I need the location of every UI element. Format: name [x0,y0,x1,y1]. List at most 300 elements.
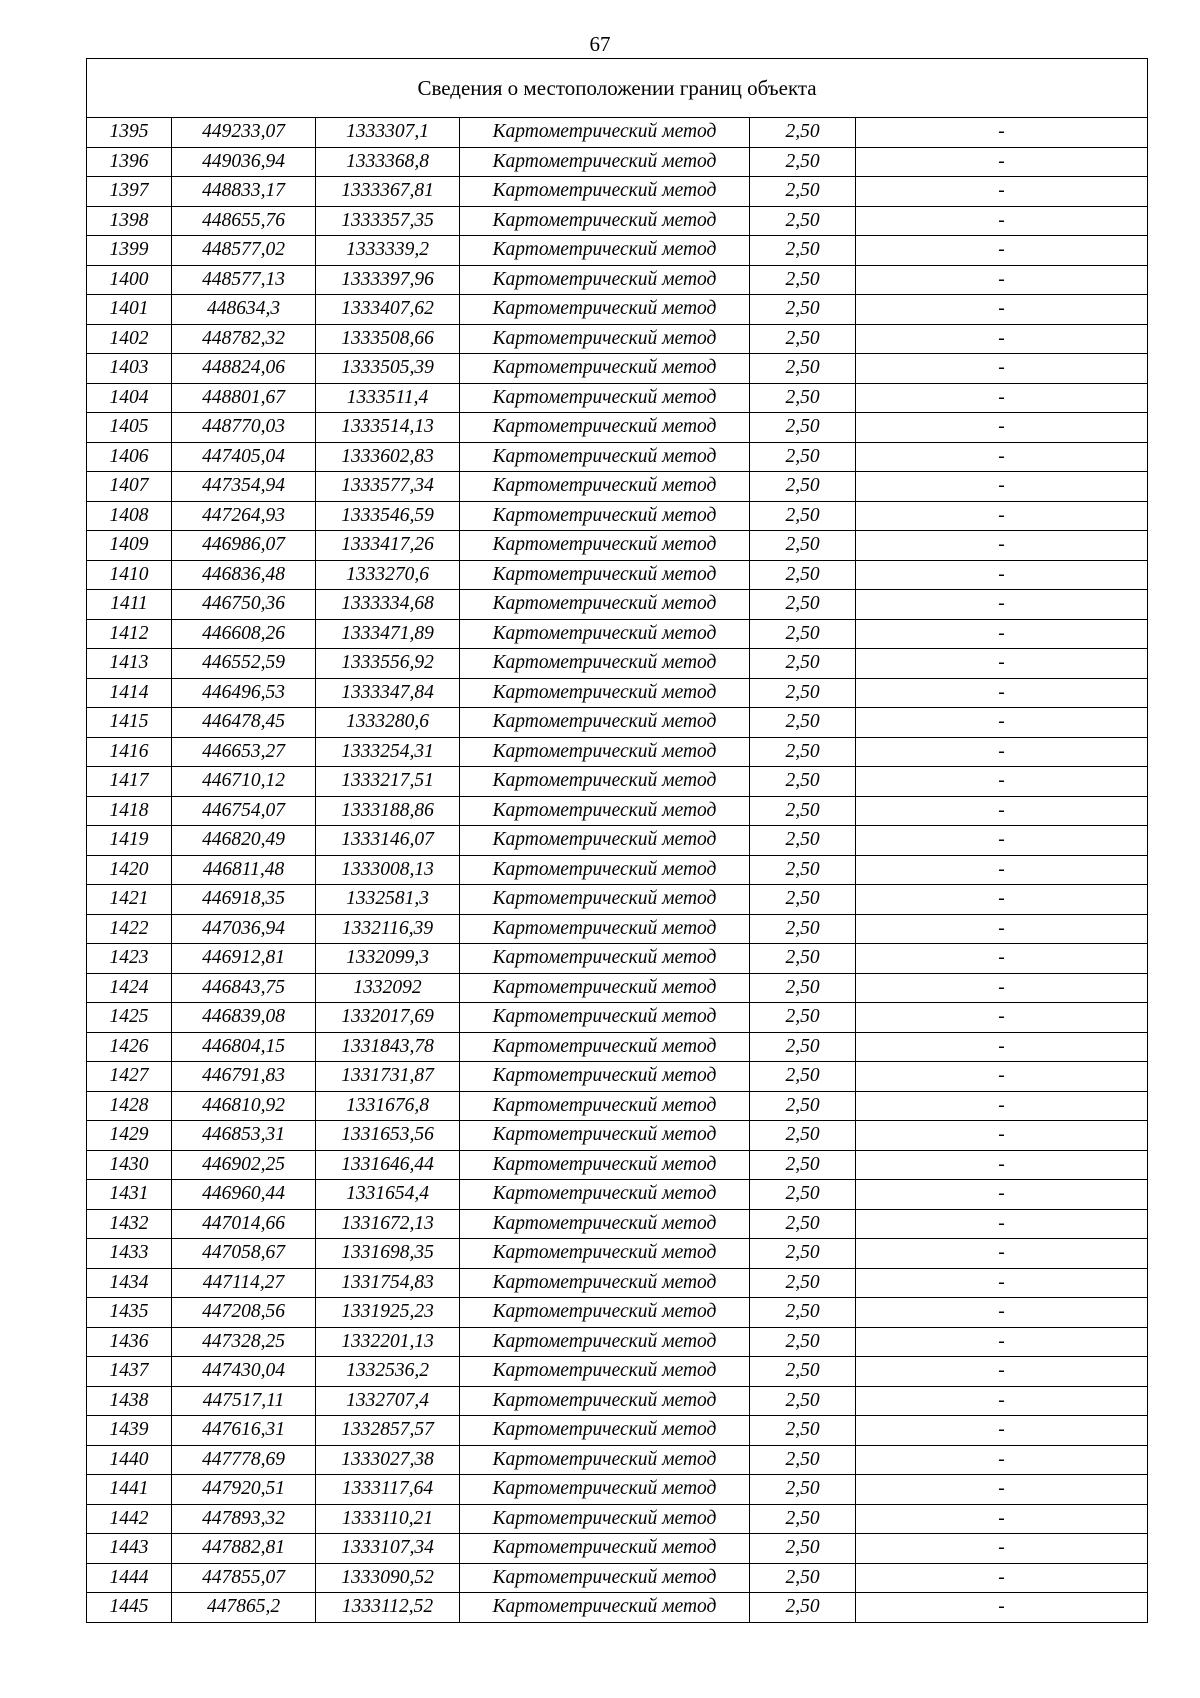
accuracy-cell: 2,50 [750,767,856,797]
x-coordinate-cell: 447208,56 [172,1298,316,1328]
x-coordinate-cell: 447920,51 [172,1475,316,1505]
accuracy-cell: 2,50 [750,737,856,767]
x-coordinate-cell: 446820,49 [172,826,316,856]
x-coordinate-cell: 447264,93 [172,501,316,531]
note-cell: - [856,619,1148,649]
page-number: 67 [589,32,611,56]
method-cell: Картометрический метод [460,678,750,708]
point-number-cell: 1445 [87,1593,172,1623]
y-coordinate-cell: 1331654,4 [316,1180,460,1210]
y-coordinate-cell: 1333334,68 [316,590,460,620]
table-row [87,1416,1148,1446]
accuracy-cell: 2,50 [750,501,856,531]
x-coordinate-cell: 447354,94 [172,472,316,502]
method-cell: Картометрический метод [460,1209,750,1239]
x-coordinate-cell: 449233,07 [172,118,316,148]
y-coordinate-cell: 1332707,4 [316,1386,460,1416]
point-number-cell: 1416 [87,737,172,767]
accuracy-cell: 2,50 [750,1563,856,1593]
point-number-cell: 1401 [87,295,172,325]
table-row [87,796,1148,826]
note-cell: - [856,206,1148,236]
y-coordinate-cell: 1333546,59 [316,501,460,531]
method-cell: Картометрический метод [460,501,750,531]
y-coordinate-cell: 1331698,35 [316,1239,460,1269]
x-coordinate-cell: 447517,11 [172,1386,316,1416]
x-coordinate-cell: 447893,32 [172,1504,316,1534]
point-number-cell: 1432 [87,1209,172,1239]
y-coordinate-cell: 1333117,64 [316,1475,460,1505]
x-coordinate-cell: 447036,94 [172,914,316,944]
accuracy-cell: 2,50 [750,1062,856,1092]
point-number-cell: 1436 [87,1327,172,1357]
note-cell: - [856,973,1148,1003]
note-cell: - [856,678,1148,708]
method-cell: Картометрический метод [460,944,750,974]
y-coordinate-cell: 1332581,3 [316,885,460,915]
note-cell: - [856,1327,1148,1357]
note-cell: - [856,1563,1148,1593]
method-cell: Картометрический метод [460,737,750,767]
table-row [87,619,1148,649]
table-row [87,265,1148,295]
accuracy-cell: 2,50 [750,413,856,443]
accuracy-cell: 2,50 [750,1268,856,1298]
x-coordinate-cell: 446918,35 [172,885,316,915]
point-number-cell: 1404 [87,383,172,413]
table-row [87,1062,1148,1092]
y-coordinate-cell: 1333008,13 [316,855,460,885]
x-coordinate-cell: 448770,03 [172,413,316,443]
y-coordinate-cell: 1333254,31 [316,737,460,767]
point-number-cell: 1437 [87,1357,172,1387]
note-cell: - [856,1475,1148,1505]
x-coordinate-cell: 447014,66 [172,1209,316,1239]
y-coordinate-cell: 1333107,34 [316,1534,460,1564]
accuracy-cell: 2,50 [750,1150,856,1180]
accuracy-cell: 2,50 [750,1357,856,1387]
method-cell: Картометрический метод [460,1593,750,1623]
x-coordinate-cell: 446653,27 [172,737,316,767]
note-cell: - [856,708,1148,738]
method-cell: Картометрический метод [460,265,750,295]
method-cell: Картометрический метод [460,826,750,856]
point-number-cell: 1429 [87,1121,172,1151]
y-coordinate-cell: 1331843,78 [316,1032,460,1062]
table-caption: Сведения о местоположении границ объекта [87,59,1148,118]
table-row [87,767,1148,797]
table-row [87,1268,1148,1298]
accuracy-cell: 2,50 [750,147,856,177]
accuracy-cell: 2,50 [750,472,856,502]
table-row [87,914,1148,944]
note-cell: - [856,737,1148,767]
accuracy-cell: 2,50 [750,1534,856,1564]
y-coordinate-cell: 1331646,44 [316,1150,460,1180]
accuracy-cell: 2,50 [750,236,856,266]
y-coordinate-cell: 1333270,6 [316,560,460,590]
method-cell: Картометрический метод [460,708,750,738]
table-row [87,678,1148,708]
point-number-cell: 1395 [87,118,172,148]
accuracy-cell: 2,50 [750,914,856,944]
point-number-cell: 1424 [87,973,172,1003]
table-row [87,206,1148,236]
table-row [87,354,1148,384]
table-row [87,1475,1148,1505]
accuracy-cell: 2,50 [750,354,856,384]
table-row [87,1593,1148,1623]
method-cell: Картометрический метод [460,295,750,325]
point-number-cell: 1399 [87,236,172,266]
point-number-cell: 1414 [87,678,172,708]
method-cell: Картометрический метод [460,1032,750,1062]
x-coordinate-cell: 446608,26 [172,619,316,649]
accuracy-cell: 2,50 [750,1209,856,1239]
method-cell: Картометрический метод [460,118,750,148]
x-coordinate-cell: 446853,31 [172,1121,316,1151]
method-cell: Картометрический метод [460,855,750,885]
table-row [87,118,1148,148]
x-coordinate-cell: 447058,67 [172,1239,316,1269]
point-number-cell: 1442 [87,1504,172,1534]
table-row [87,1091,1148,1121]
table-row [87,1327,1148,1357]
method-cell: Картометрический метод [460,619,750,649]
table-body [87,118,1148,1623]
x-coordinate-cell: 447882,81 [172,1534,316,1564]
y-coordinate-cell: 1333112,52 [316,1593,460,1623]
accuracy-cell: 2,50 [750,295,856,325]
note-cell: - [856,649,1148,679]
x-coordinate-cell: 447778,69 [172,1445,316,1475]
y-coordinate-cell: 1333347,84 [316,678,460,708]
accuracy-cell: 2,50 [750,1327,856,1357]
method-cell: Картометрический метод [460,324,750,354]
method-cell: Картометрический метод [460,1298,750,1328]
method-cell: Картометрический метод [460,1357,750,1387]
y-coordinate-cell: 1332201,13 [316,1327,460,1357]
point-number-cell: 1403 [87,354,172,384]
note-cell: - [856,383,1148,413]
note-cell: - [856,855,1148,885]
y-coordinate-cell: 1333471,89 [316,619,460,649]
note-cell: - [856,236,1148,266]
note-cell: - [856,147,1148,177]
y-coordinate-cell: 1332017,69 [316,1003,460,1033]
method-cell: Картометрический метод [460,973,750,1003]
note-cell: - [856,796,1148,826]
point-number-cell: 1407 [87,472,172,502]
table-row [87,826,1148,856]
y-coordinate-cell: 1333110,21 [316,1504,460,1534]
x-coordinate-cell: 447430,04 [172,1357,316,1387]
point-number-cell: 1434 [87,1268,172,1298]
point-number-cell: 1426 [87,1032,172,1062]
table-row [87,1003,1148,1033]
accuracy-cell: 2,50 [750,1121,856,1151]
point-number-cell: 1438 [87,1386,172,1416]
y-coordinate-cell: 1333217,51 [316,767,460,797]
x-coordinate-cell: 446811,48 [172,855,316,885]
method-cell: Картометрический метод [460,206,750,236]
point-number-cell: 1408 [87,501,172,531]
note-cell: - [856,177,1148,207]
point-number-cell: 1440 [87,1445,172,1475]
accuracy-cell: 2,50 [750,619,856,649]
point-number-cell: 1418 [87,796,172,826]
boundary-coordinates-table [86,58,1148,1623]
method-cell: Картометрический метод [460,1475,750,1505]
accuracy-cell: 2,50 [750,590,856,620]
note-cell: - [856,944,1148,974]
note-cell: - [856,1357,1148,1387]
method-cell: Картометрический метод [460,1121,750,1151]
table-row [87,944,1148,974]
method-cell: Картометрический метод [460,1504,750,1534]
method-cell: Картометрический метод [460,177,750,207]
point-number-cell: 1402 [87,324,172,354]
accuracy-cell: 2,50 [750,1091,856,1121]
note-cell: - [856,324,1148,354]
table-row [87,413,1148,443]
point-number-cell: 1427 [87,1062,172,1092]
point-number-cell: 1406 [87,442,172,472]
point-number-cell: 1415 [87,708,172,738]
point-number-cell: 1423 [87,944,172,974]
table-row [87,501,1148,531]
method-cell: Картометрический метод [460,147,750,177]
accuracy-cell: 2,50 [750,1504,856,1534]
x-coordinate-cell: 447405,04 [172,442,316,472]
method-cell: Картометрический метод [460,885,750,915]
accuracy-cell: 2,50 [750,944,856,974]
y-coordinate-cell: 1333280,6 [316,708,460,738]
x-coordinate-cell: 446710,12 [172,767,316,797]
method-cell: Картометрический метод [460,354,750,384]
y-coordinate-cell: 1333505,39 [316,354,460,384]
point-number-cell: 1405 [87,413,172,443]
y-coordinate-cell: 1331731,87 [316,1062,460,1092]
table-row [87,1563,1148,1593]
method-cell: Картометрический метод [460,236,750,266]
note-cell: - [856,1180,1148,1210]
table-row [87,1150,1148,1180]
method-cell: Картометрический метод [460,442,750,472]
x-coordinate-cell: 448655,76 [172,206,316,236]
x-coordinate-cell: 446986,07 [172,531,316,561]
table-row [87,324,1148,354]
table-row [87,973,1148,1003]
method-cell: Картометрический метод [460,649,750,679]
accuracy-cell: 2,50 [750,206,856,236]
table-row [87,177,1148,207]
accuracy-cell: 2,50 [750,708,856,738]
x-coordinate-cell: 447616,31 [172,1416,316,1446]
table-row [87,560,1148,590]
point-number-cell: 1443 [87,1534,172,1564]
y-coordinate-cell: 1333090,52 [316,1563,460,1593]
y-coordinate-cell: 1332536,2 [316,1357,460,1387]
point-number-cell: 1433 [87,1239,172,1269]
method-cell: Картометрический метод [460,560,750,590]
table-row [87,442,1148,472]
table-row [87,590,1148,620]
y-coordinate-cell: 1331754,83 [316,1268,460,1298]
x-coordinate-cell: 446496,53 [172,678,316,708]
accuracy-cell: 2,50 [750,1445,856,1475]
point-number-cell: 1410 [87,560,172,590]
x-coordinate-cell: 446839,08 [172,1003,316,1033]
x-coordinate-cell: 446810,92 [172,1091,316,1121]
table-row [87,1298,1148,1328]
accuracy-cell: 2,50 [750,265,856,295]
note-cell: - [856,560,1148,590]
method-cell: Картометрический метод [460,413,750,443]
note-cell: - [856,1593,1148,1623]
note-cell: - [856,1504,1148,1534]
x-coordinate-cell: 446478,45 [172,708,316,738]
method-cell: Картометрический метод [460,531,750,561]
table-row [87,885,1148,915]
method-cell: Картометрический метод [460,383,750,413]
method-cell: Картометрический метод [460,1180,750,1210]
y-coordinate-cell: 1331672,13 [316,1209,460,1239]
method-cell: Картометрический метод [460,914,750,944]
note-cell: - [856,826,1148,856]
note-cell: - [856,1239,1148,1269]
note-cell: - [856,1091,1148,1121]
y-coordinate-cell: 1332092 [316,973,460,1003]
y-coordinate-cell: 1333367,81 [316,177,460,207]
accuracy-cell: 2,50 [750,1180,856,1210]
accuracy-cell: 2,50 [750,383,856,413]
note-cell: - [856,1150,1148,1180]
point-number-cell: 1441 [87,1475,172,1505]
table-row [87,1209,1148,1239]
note-cell: - [856,1062,1148,1092]
note-cell: - [856,1416,1148,1446]
accuracy-cell: 2,50 [750,1032,856,1062]
y-coordinate-cell: 1332099,3 [316,944,460,974]
x-coordinate-cell: 446902,25 [172,1150,316,1180]
x-coordinate-cell: 448577,13 [172,265,316,295]
y-coordinate-cell: 1333577,34 [316,472,460,502]
y-coordinate-cell: 1333357,35 [316,206,460,236]
note-cell: - [856,354,1148,384]
accuracy-cell: 2,50 [750,1416,856,1446]
point-number-cell: 1439 [87,1416,172,1446]
table-row [87,737,1148,767]
point-number-cell: 1431 [87,1180,172,1210]
point-number-cell: 1412 [87,619,172,649]
point-number-cell: 1398 [87,206,172,236]
accuracy-cell: 2,50 [750,1475,856,1505]
y-coordinate-cell: 1333146,07 [316,826,460,856]
x-coordinate-cell: 446912,81 [172,944,316,974]
note-cell: - [856,1298,1148,1328]
table-row [87,1121,1148,1151]
method-cell: Картометрический метод [460,1062,750,1092]
table-row [87,1239,1148,1269]
accuracy-cell: 2,50 [750,531,856,561]
note-cell: - [856,501,1148,531]
point-number-cell: 1428 [87,1091,172,1121]
point-number-cell: 1397 [87,177,172,207]
accuracy-cell: 2,50 [750,1003,856,1033]
x-coordinate-cell: 447114,27 [172,1268,316,1298]
method-cell: Картометрический метод [460,1003,750,1033]
accuracy-cell: 2,50 [750,442,856,472]
method-cell: Картометрический метод [460,472,750,502]
x-coordinate-cell: 447865,2 [172,1593,316,1623]
x-coordinate-cell: 446754,07 [172,796,316,826]
table-row [87,1534,1148,1564]
y-coordinate-cell: 1333188,86 [316,796,460,826]
point-number-cell: 1422 [87,914,172,944]
method-cell: Картометрический метод [460,767,750,797]
method-cell: Картометрический метод [460,1386,750,1416]
note-cell: - [856,1534,1148,1564]
method-cell: Картометрический метод [460,1534,750,1564]
note-cell: - [856,1121,1148,1151]
point-number-cell: 1396 [87,147,172,177]
note-cell: - [856,1386,1148,1416]
x-coordinate-cell: 448634,3 [172,295,316,325]
accuracy-cell: 2,50 [750,855,856,885]
point-number-cell: 1400 [87,265,172,295]
accuracy-cell: 2,50 [750,324,856,354]
note-cell: - [856,590,1148,620]
point-number-cell: 1421 [87,885,172,915]
table-row [87,1180,1148,1210]
point-number-cell: 1417 [87,767,172,797]
table-caption-row [87,59,1148,118]
note-cell: - [856,767,1148,797]
accuracy-cell: 2,50 [750,560,856,590]
x-coordinate-cell: 448833,17 [172,177,316,207]
note-cell: - [856,295,1148,325]
method-cell: Картометрический метод [460,1327,750,1357]
note-cell: - [856,1268,1148,1298]
method-cell: Картометрический метод [460,1150,750,1180]
note-cell: - [856,265,1148,295]
x-coordinate-cell: 446750,36 [172,590,316,620]
point-number-cell: 1409 [87,531,172,561]
note-cell: - [856,1445,1148,1475]
method-cell: Картометрический метод [460,796,750,826]
y-coordinate-cell: 1333417,26 [316,531,460,561]
x-coordinate-cell: 446960,44 [172,1180,316,1210]
note-cell: - [856,1032,1148,1062]
method-cell: Картометрический метод [460,1445,750,1475]
table-row [87,649,1148,679]
table-row [87,1357,1148,1387]
y-coordinate-cell: 1333397,96 [316,265,460,295]
x-coordinate-cell: 449036,94 [172,147,316,177]
accuracy-cell: 2,50 [750,973,856,1003]
table-row [87,855,1148,885]
table-row [87,236,1148,266]
accuracy-cell: 2,50 [750,885,856,915]
table-row [87,1445,1148,1475]
method-cell: Картометрический метод [460,1268,750,1298]
y-coordinate-cell: 1333339,2 [316,236,460,266]
table-row [87,531,1148,561]
x-coordinate-cell: 448824,06 [172,354,316,384]
x-coordinate-cell: 446552,59 [172,649,316,679]
x-coordinate-cell: 446791,83 [172,1062,316,1092]
